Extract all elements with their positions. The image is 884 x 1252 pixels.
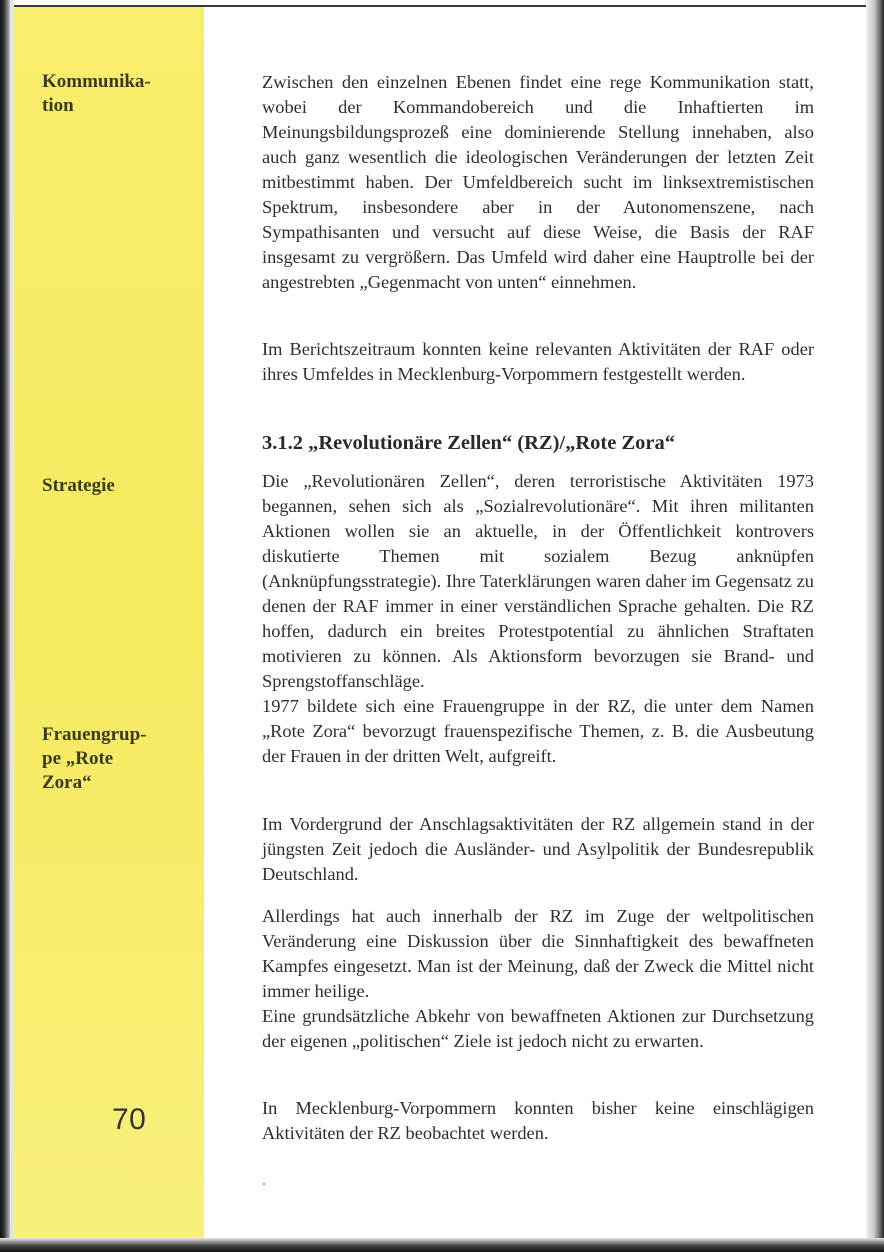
paragraph-berichtszeitraum bbox=[262, 337, 814, 387]
body-paragraph: Im Vordergrund der Anschlagsaktivitäten der RZ allgemein stand in der jüngsten Zeit jedoch die Ausländer- und Asylpolitik der Bundesrepublik Deutschland. bbox=[262, 814, 814, 884]
body-paragraph: Allerdings hat auch innerhalb der RZ im Zuge der weltpolitischen Veränderung eine Diskussion über die Sinnhaftigkeit des bewaffneten Kampfes eingesetzt. Man ist der Meinung, daß der Zweck die Mittel nicht immer heilige. bbox=[262, 906, 814, 1001]
scan-speck bbox=[263, 1183, 265, 1185]
body-paragraph: Im Berichtszeitraum konnten keine relevanten Aktivitäten der RAF oder ihres Umfeldes in Mecklenburg-Vorpommern festgestellt werden. bbox=[262, 339, 814, 384]
body-paragraph: Eine grundsätzliche Abkehr von bewaffneten Aktionen zur Durchsetzung der eigenen „politischen“ Ziele ist jedoch nicht zu erwarten. bbox=[262, 1006, 814, 1051]
scan-left-edge bbox=[0, 0, 10, 1252]
paragraph-kommunikation bbox=[262, 70, 814, 295]
margin-note-frauengruppe: Frauengrup- pe „Rote Zora“ bbox=[42, 724, 147, 793]
page-number: 70 bbox=[112, 1103, 147, 1136]
paragraph-anschlagsaktivitaeten bbox=[262, 812, 814, 887]
section-heading: 3.1.2 „Revolutionäre Zellen“ (RZ)/„Rote Zora“ bbox=[262, 432, 675, 454]
margin-note-strategie: Strategie bbox=[42, 475, 115, 496]
scan-right-edge bbox=[866, 0, 884, 1252]
margin-note-kommunikation: Kommunika- tion bbox=[42, 71, 151, 116]
paragraph-diskussion bbox=[262, 904, 814, 1054]
body-paragraph: Die „Revolutionären Zellen“, deren terroristische Aktivitäten 1973 begannen, sehen sich als „Sozialrevolutionäre“. Mit ihren militanten Aktionen wollen sie an aktuelle, in der Öffentlichkeit kontrovers diskutierte Themen mit sozialem Bezug anknüpfen (Anknüpfungsstrategie). Ihre Taterklärungen waren daher im Gegensatz zu denen der RAF immer in einer verständlichen Sprache gehalten. Die RZ hoffen, dadurch ein breites Protestpotential zu ähnlichen Straftaten motivieren zu können. Als Aktionsform bevorzugen sie Brand- und Sprengstoffanschläge. bbox=[262, 471, 814, 691]
yellow-margin-sidebar bbox=[14, 7, 204, 1238]
paragraph-mecklenburg bbox=[262, 1096, 814, 1146]
scan-bottom-edge bbox=[0, 1238, 884, 1252]
body-paragraph: 1977 bildete sich eine Frauengruppe in der RZ, die unter dem Namen „Rote Zora“ bevorzugt frauenspezifische Themen, z. B. die Ausbeutung der Frauen in der dritten Welt, aufgreift. bbox=[262, 696, 814, 766]
body-paragraph: Zwischen den einzelnen Ebenen findet eine rege Kommunikation statt, wobei der Kommandobereich und die Inhaftierten im Meinungsbildungsprozeß eine dominierende Stellung innehaben, also auch ganz wesentlich die ideologischen Veränderungen der letzten Zeit mitbestimmt haben. Der Umfeldbereich sucht im linksextremistischen Spektrum, insbesondere aber in der Autonomenszene, nach Sympathisanten und versucht auf diese Weise, die Basis der RAF insgesamt zu vergrößern. Das Umfeld wird daher eine Hauptrolle bei der angestrebten „Gegenmacht von unten“ einnehmen. bbox=[262, 72, 814, 292]
paragraph-revolutionaere-zellen bbox=[262, 469, 814, 769]
body-paragraph: In Mecklenburg-Vorpommern konnten bisher keine einschlägigen Aktivitäten der RZ beobachtet werden. bbox=[262, 1098, 814, 1143]
section-heading-312 bbox=[262, 430, 814, 456]
